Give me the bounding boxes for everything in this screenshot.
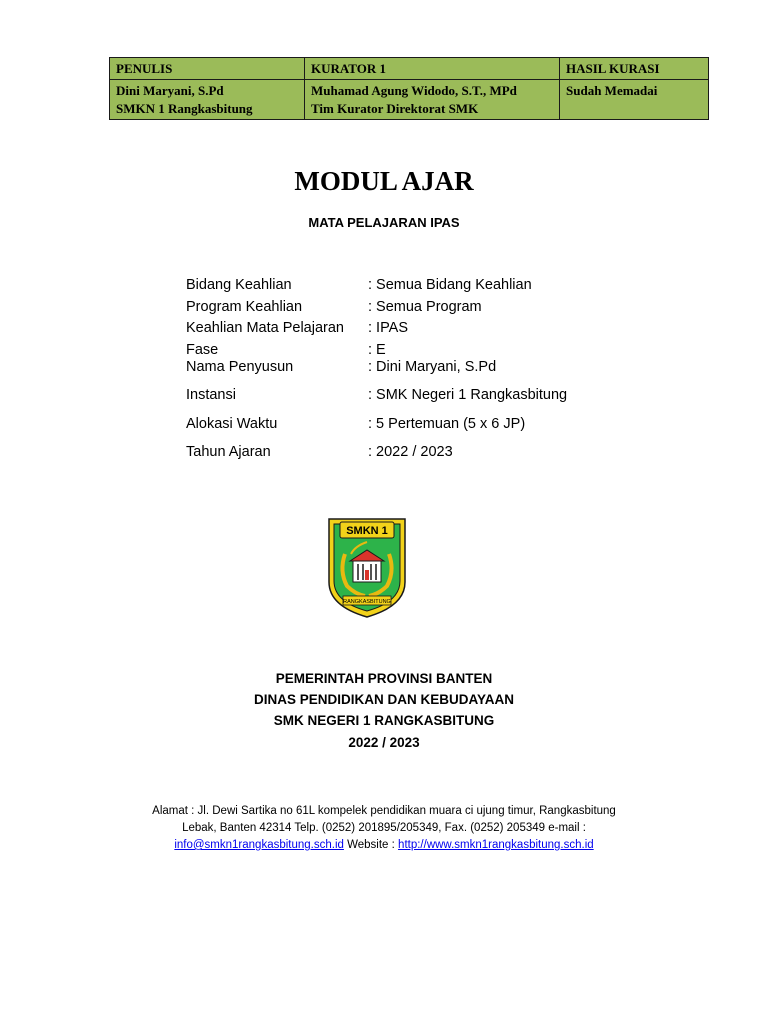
address-line-2: Lebak, Banten 42314 Telp. (0252) 201895/205349, Fax. (0252) 205349 e-mail : (182, 822, 586, 834)
result-cell (560, 80, 709, 120)
website-link[interactable]: http://www.smkn1rangkasbitung.sch.id (398, 839, 594, 851)
info-value: : SMK Negeri 1 Rangkasbitung (368, 387, 568, 403)
header-penulis: PENULIS (110, 58, 305, 80)
header-hasil-kurasi: HASIL KURASI (560, 58, 709, 80)
website-label: Website : (343, 839, 399, 851)
info-value: : Semua Bidang Keahlian (368, 277, 532, 293)
author-name: Dini Maryani, S.Pd (116, 83, 224, 98)
info-value: : E (368, 342, 386, 358)
logo-top-text: SMKN 1 (346, 525, 388, 537)
info-label: Instansi (186, 387, 236, 403)
address-line-3 (0, 839, 768, 851)
org-line-department: DINAS PENDIDIKAN DAN KEBUDAYAAN (253, 692, 515, 707)
curator-team: Tim Kurator Direktorat SMK (311, 101, 479, 116)
info-value: : IPAS (368, 320, 409, 336)
school-logo (325, 516, 409, 620)
info-label: Tahun Ajaran (186, 444, 271, 460)
info-value: : 5 Pertemuan (5 x 6 JP) (368, 416, 526, 432)
author-cell (110, 80, 305, 120)
info-label: Keahlian Mata Pelajaran (186, 320, 344, 336)
email-link[interactable]: info@smkn1rangkasbitung.sch.id (174, 839, 344, 851)
org-line-province: PEMERINTAH PROVINSI BANTEN (275, 671, 493, 686)
org-line-school: SMK NEGERI 1 RANGKASBITUNG (273, 713, 495, 728)
address-line-1: Alamat : Jl. Dewi Sartika no 61L kompelek pendidikan muara ci ujung timur, Rangkasbitung (152, 805, 616, 817)
curation-header-row (110, 58, 709, 80)
info-value: : 2022 / 2023 (368, 444, 453, 460)
header-kurator: KURATOR 1 (305, 58, 560, 80)
info-label: Alokasi Waktu (186, 416, 278, 432)
info-label: Program Keahlian (186, 299, 303, 315)
document-subtitle: MATA PELAJARAN IPAS (308, 215, 460, 230)
logo-bottom-text: RANGKASBITUNG (343, 599, 391, 605)
org-line-year: 2022 / 2023 (348, 735, 420, 750)
curator-cell (305, 80, 560, 120)
curation-table (109, 57, 709, 120)
author-school: SMKN 1 Rangkasbitung (116, 101, 253, 116)
document-title: MODUL AJAR (294, 166, 474, 196)
curator-name: Muhamad Agung Widodo, S.T., MPd (311, 83, 517, 98)
info-value: : Dini Maryani, S.Pd (368, 359, 497, 375)
info-label: Bidang Keahlian (186, 277, 292, 293)
curation-value-row (110, 80, 709, 120)
curation-result: Sudah Memadai (566, 83, 658, 98)
info-label: Nama Penyusun (186, 359, 294, 375)
info-value: : Semua Program (368, 299, 482, 315)
info-label: Fase (186, 342, 219, 358)
